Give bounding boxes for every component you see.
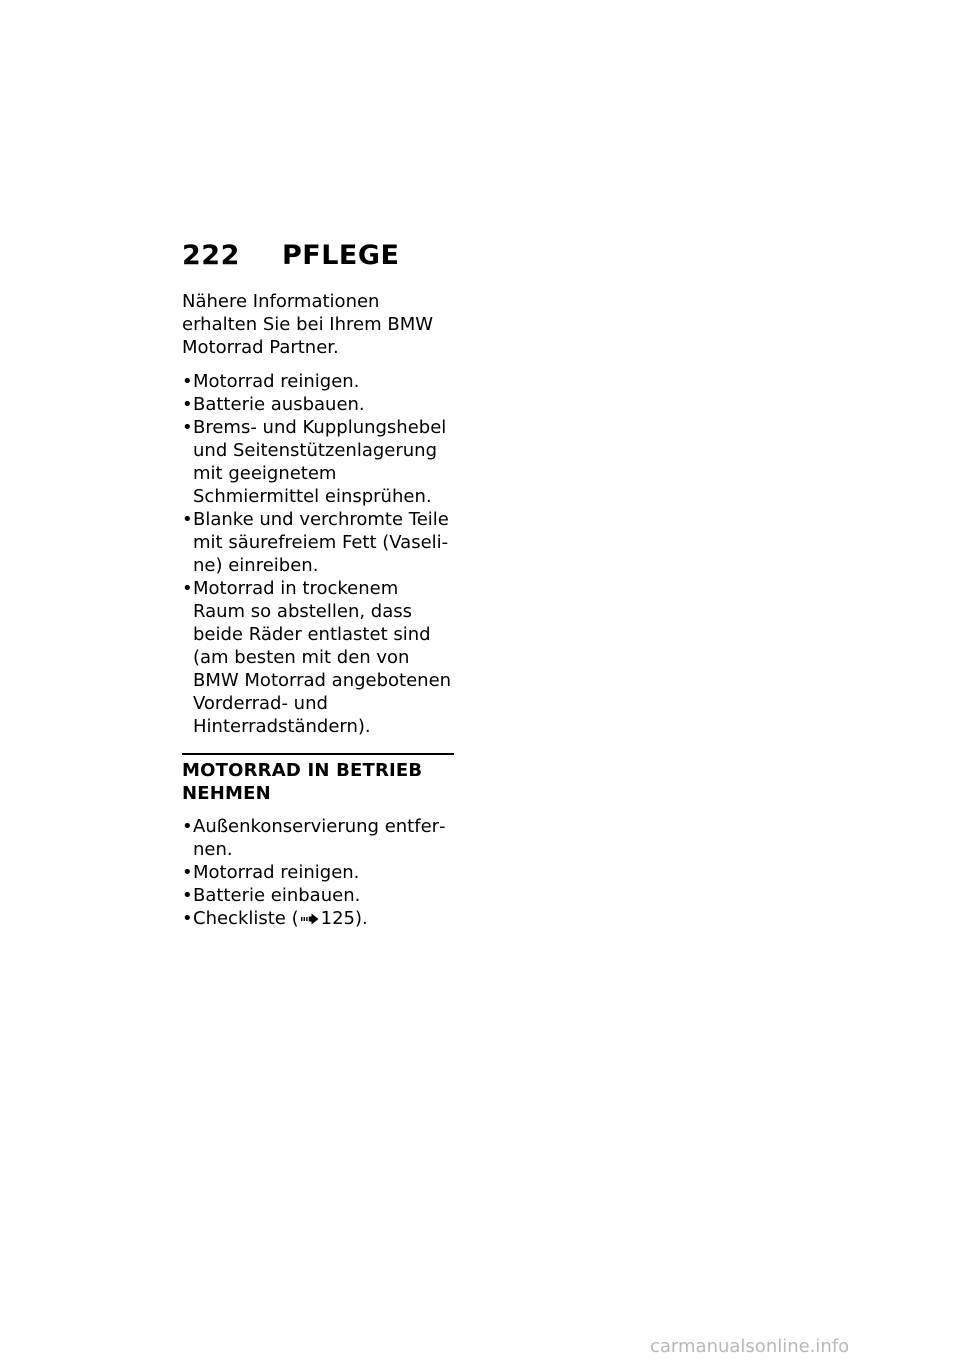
list-item [182, 815, 454, 861]
bullet-icon: • [182, 578, 193, 599]
checklist-suffix: ). [355, 908, 368, 929]
page-number: 222 [182, 240, 240, 271]
checklist-label: Checkliste ( [193, 908, 299, 929]
list-item-text: Brems- und Kupplungshebel und Seitenstützenlagerung mit geeignetem Schmiermittel einsprühen. [193, 417, 447, 507]
list-item [182, 370, 454, 393]
list-item [182, 416, 454, 508]
list-item [182, 907, 454, 931]
section-title: MOTORRAD IN BETRIEB NEHMEN [182, 760, 423, 804]
chapter-title: PFLEGE [282, 240, 400, 271]
content-column [182, 290, 454, 931]
storage-steps-list [182, 370, 454, 738]
list-item [182, 861, 454, 884]
bullet-icon: • [182, 417, 193, 438]
list-item-text: Motorrad reinigen. [193, 862, 360, 883]
bullet-icon: • [182, 371, 193, 392]
start-steps-list [182, 815, 454, 931]
list-item [182, 508, 454, 577]
page-header [182, 240, 400, 271]
list-item-text: Außenkonservierung entfernen. [193, 816, 446, 860]
list-item [182, 884, 454, 907]
bullet-icon: • [182, 885, 193, 906]
watermark: carmanualsonline.info [650, 1336, 850, 1357]
section-start-operation [182, 753, 454, 931]
intro-paragraph: Nähere Informationen erhalten Sie bei Ihrem BMW Motorrad Partner. [182, 291, 434, 358]
list-item-text: Motorrad reinigen. [193, 371, 360, 392]
list-item-text: Batterie einbauen. [193, 885, 361, 906]
bullet-icon: • [182, 862, 193, 883]
bullet-icon: • [182, 908, 193, 929]
list-item-text: Blanke und verchromte Teile mit säurefreiem Fett (Vaseline) einreiben. [193, 509, 449, 576]
list-item [182, 577, 454, 738]
list-item-text: Batterie ausbauen. [193, 394, 365, 415]
bullet-icon: • [182, 394, 193, 415]
checklist-page-ref[interactable]: 125 [320, 908, 355, 929]
list-item-text: Motorrad in trockenem Raum so abstellen, dass beide Räder entlastet sind (am besten mit den von BMW Motorrad angebotenen Vorderrad- und Hinterradständern). [193, 578, 452, 737]
bullet-icon: • [182, 509, 193, 530]
page-reference-arrow-icon [301, 908, 319, 931]
list-item [182, 393, 454, 416]
bullet-icon: • [182, 816, 193, 837]
